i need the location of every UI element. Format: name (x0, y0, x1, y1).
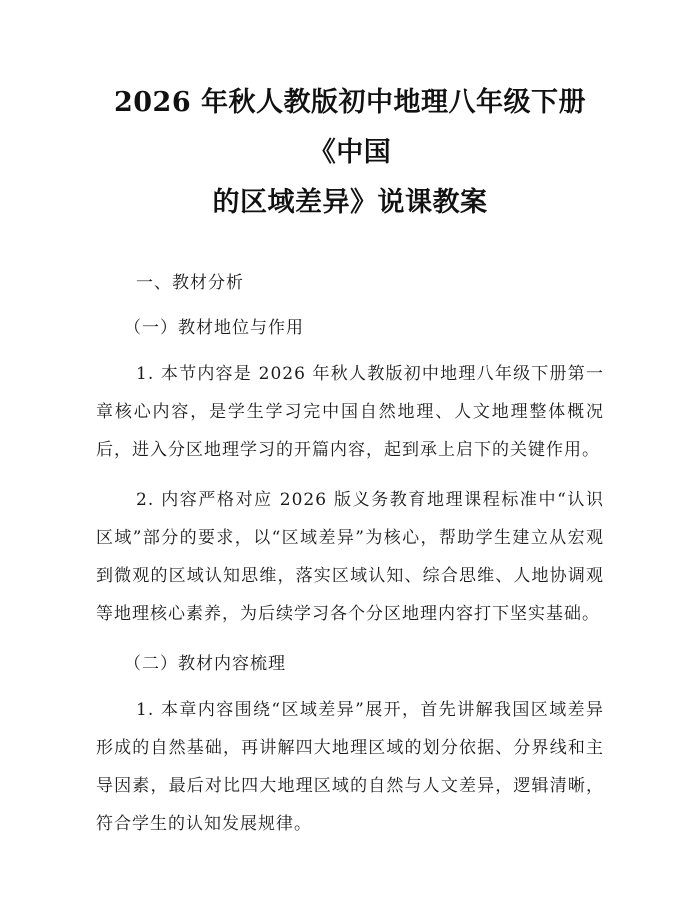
paragraph-chapter-structure: 1. 本章内容围绕“区域差异”展开，首先讲解我国区域差异形成的自然基础，再讲解四大地理区域的划分依据、分界线和主导因素，最后对比四大地理区域的自然与人文差异，逻辑清晰，符合学生的认知发展规律。 (96, 700, 604, 834)
paragraph-curriculum-standard: 2. 内容严格对应 2026 版义务教育地理课程标准中“认识区域”部分的要求，以“区域差异”为核心，帮助学生建立从宏观到微观的区域认知思维，落实区域认知、综合思维、人地协调观等地理核心素养，为后续学习各个分区地理内容打下坚实基础。 (96, 490, 604, 624)
paragraph-content-position: 1. 本节内容是 2026 年秋人教版初中地理八年级下册第一章核心内容，是学生学习完中国自然地理、人文地理整体概况后，进入分区地理学习的开篇内容，起到承上启下的关键作用。 (96, 364, 604, 460)
document-title (96, 78, 604, 228)
section-heading-textbook-analysis: 一、教材分析 (136, 273, 244, 293)
subsection-heading-content-outline: （二）教材内容梳理 (124, 654, 286, 674)
subsection-heading-position-and-role: （一）教材地位与作用 (124, 318, 304, 338)
document-title-line-2: 的区域差异》说课教案 (212, 187, 488, 218)
document-title-line-1: 2026 年秋人教版初中地理八年级下册《中国 (113, 87, 587, 168)
